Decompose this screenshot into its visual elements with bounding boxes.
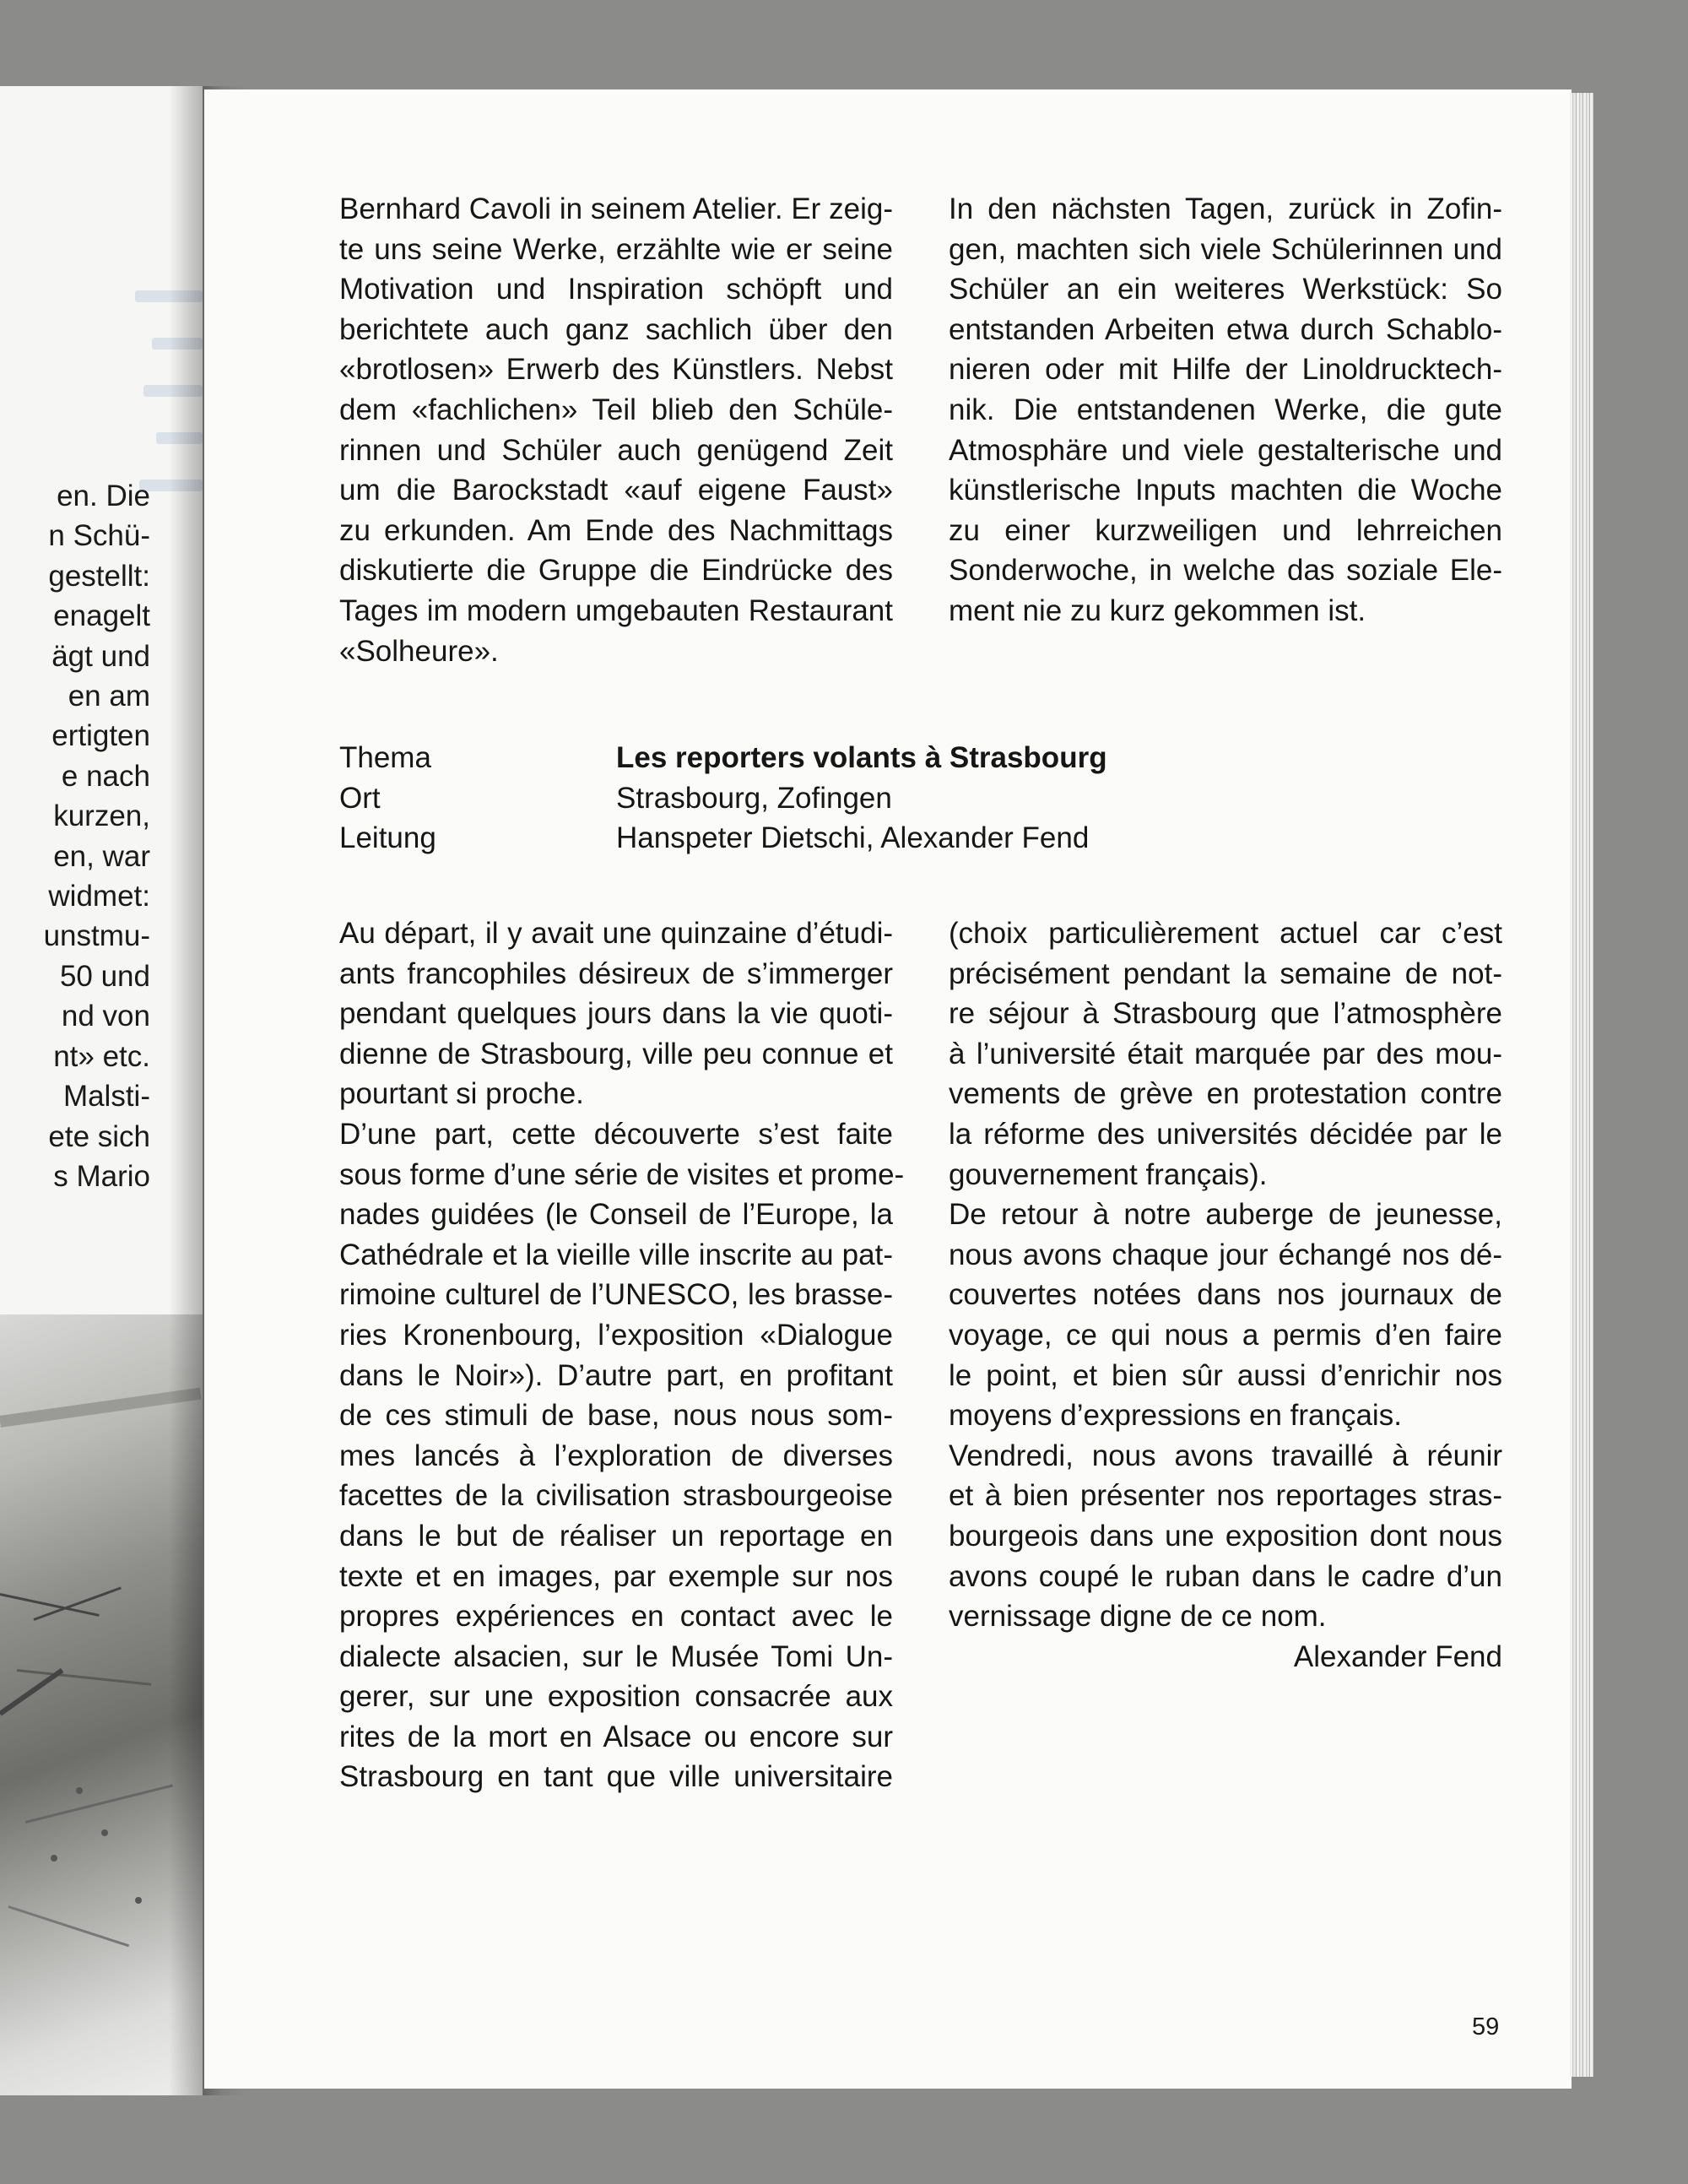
left-line: kurzen, [53,799,150,833]
text-line: Motivation und Inspiration schöpft und [339,273,893,306]
text-line: gouvernement français). [949,1157,1268,1191]
text-line: ants francophiles désireux de s’immerger [339,957,893,990]
leitung-label: Leitung [339,821,436,855]
text-line: propres expériences en contact avec le [339,1600,893,1634]
text-line: bourgeois dans une exposition dont nous [949,1519,1502,1553]
text-line: diskutierte die Gruppe die Eindrücke des [339,554,893,588]
text-line: facettes de la civilisation strasbourgeoise [339,1479,893,1513]
ort-value: Strasbourg, Zofingen [616,781,892,815]
text-line: dans le Noir»). D’autre part, en profitant [339,1358,893,1392]
text-line: De retour à notre auberge de jeunesse, [949,1198,1502,1232]
text-line: et à bien présenter nos reportages stras- [949,1479,1502,1513]
text-line: pourtant si proche. [339,1077,584,1111]
text-line: «brotlosen» Erwerb des Künstlers. Nebst [339,353,893,387]
text-line: avons coupé le ruban dans le cadre d’un [949,1559,1502,1593]
leitung-value: Hanspeter Dietschi, Alexander Fend [616,821,1090,855]
text-line: pendant quelques jours dans la vie quoti- [339,997,893,1031]
text-line: te uns seine Werke, erzählte wie er seine [339,232,893,266]
left-line: gestellt: [48,559,150,593]
page-number: 59 [1472,2013,1500,2040]
german-column-2 [949,189,1502,631]
left-line: unstmu- [43,919,150,953]
text-line: Schüler an ein weiteres Werkstück: So [949,273,1502,306]
text-line: Bernhard Cavoli in seinem Atelier. Er zeig- [339,192,893,225]
text-line: moyens d’expressions en français. [949,1399,1402,1433]
text-line: künstlerische Inputs machten die Woche [949,474,1502,507]
left-line: n Schü- [48,519,150,553]
text-line: vements de grève en protestation contre [949,1077,1502,1111]
left-line: ägt und [51,639,150,673]
left-line: ete sich [48,1119,150,1153]
text-line: le point, et bien sûr aussi d’enrichir nos [949,1358,1502,1392]
text-line: In den nächsten Tagen, zurück in Zofin- [949,192,1502,225]
text-line: ment nie zu kurz gekommen ist. [949,593,1366,627]
text-line: Au départ, il y avait une quinzaine d’étudi- [339,917,893,950]
text-line: rimoine culturel de l’UNESCO, les brasse- [339,1278,893,1312]
text-line: dienne de Strasbourg, ville peu connue et [339,1037,893,1070]
text-line: à l’université était marquée par des mou- [949,1037,1502,1070]
left-line: s Mario [53,1159,150,1193]
text-line: la réforme des universités décidée par le [949,1117,1502,1151]
text-line: vernissage digne de ce nom. [949,1600,1327,1634]
signature: Alexander Fend [1293,1639,1502,1673]
left-line: widmet: [48,880,150,913]
text-line: mes lancés à l’exploration de diverses [339,1439,893,1472]
meta-row-thema [339,738,1107,778]
text-line: de ces stimuli de base, nous nous som- [339,1399,893,1433]
text-line: Vendredi, nous avons travaillé à réunir [949,1439,1502,1472]
text-line: dialecte alsacien, sur le Musée Tomi Un- [339,1639,893,1673]
left-line: nt» etc. [53,1039,150,1073]
thema-label: Thema [339,741,431,774]
text-line: Tages im modern umgebauten Restaurant [339,593,893,627]
left-line: nd von [61,1000,150,1033]
french-column-2 [949,913,1502,1677]
text-line: zu einer kurzweiligen und lehrreichen [949,513,1502,547]
meta-row-leitung [339,818,1107,859]
french-column-1 [339,913,905,1797]
left-line: enagelt [53,599,150,633]
text-line: dem «fachlichen» Teil blieb den Schüle- [339,393,893,426]
left-line: en. Die [57,480,150,512]
left-line: en am [68,680,150,713]
text-line: Atmosphäre und viele gestalterische und [949,433,1502,467]
text-line: voyage, ce qui nous a permis d’en faire [949,1318,1502,1352]
text-line: précisément pendant la semaine de not- [949,957,1502,990]
text-line: «Solheure». [339,634,499,668]
text-line: D’une part, cette découverte s’est faite [339,1117,893,1151]
text-line: rites de la mort en Alsace ou encore sur [339,1720,893,1753]
ort-label: Ort [339,781,381,815]
text-line: ries Kronenbourg, l’exposition «Dialogue [339,1318,893,1352]
left-page-text [0,476,150,1196]
text-line: zu erkunden. Am Ende des Nachmittags [339,513,893,547]
text-line: Cathédrale et la vieille ville inscrite au pat- [339,1238,893,1271]
text-line: sous forme d’une série de visites et prome- [339,1157,905,1191]
text-line: Sonderwoche, in welche das soziale Ele- [949,554,1502,588]
text-line: nieren oder mit Hilfe der Linoldrucktech- [949,353,1502,387]
left-line: e nach [61,759,150,793]
left-line: ertigten [51,719,150,753]
text-line: rinnen und Schüler auch genügend Zeit [339,433,893,467]
text-line: (choix particulièrement actuel car c’est [949,917,1502,950]
text-line: um die Barockstadt «auf eigene Faust» [339,474,893,507]
text-line: nik. Die entstandenen Werke, die gute [949,393,1502,426]
left-line: en, war [53,839,150,873]
text-line: couvertes notées dans nos journaux de [949,1278,1502,1312]
page-edges [1570,93,1593,2077]
text-line: Strasbourg en tant que ville universitaire [339,1760,893,1794]
german-column-1 [339,189,893,671]
left-line: 50 und [59,959,150,993]
thema-value: Les reporters volants à Strasbourg [616,741,1107,774]
meta-row-ort [339,778,1107,819]
text-line: nous avons chaque jour échangé nos dé- [949,1238,1502,1271]
text-line: re séjour à Strasbourg que l’atmosphère [949,997,1502,1031]
text-line: entstanden Arbeiten etwa durch Schablo- [949,312,1502,346]
course-meta [339,738,1107,859]
text-line: dans le but de réaliser un reportage en [339,1519,893,1553]
text-line: gerer, sur une exposition consacrée aux [339,1680,893,1714]
text-line: texte et en images, par exemple sur nos [339,1559,893,1593]
text-line: nades guidées (le Conseil de l’Europe, la [339,1198,893,1232]
left-line: Malsti- [62,1080,150,1114]
text-line: berichtete auch ganz sachlich über den [339,312,893,346]
text-line: gen, machten sich viele Schülerinnen und [949,232,1502,266]
